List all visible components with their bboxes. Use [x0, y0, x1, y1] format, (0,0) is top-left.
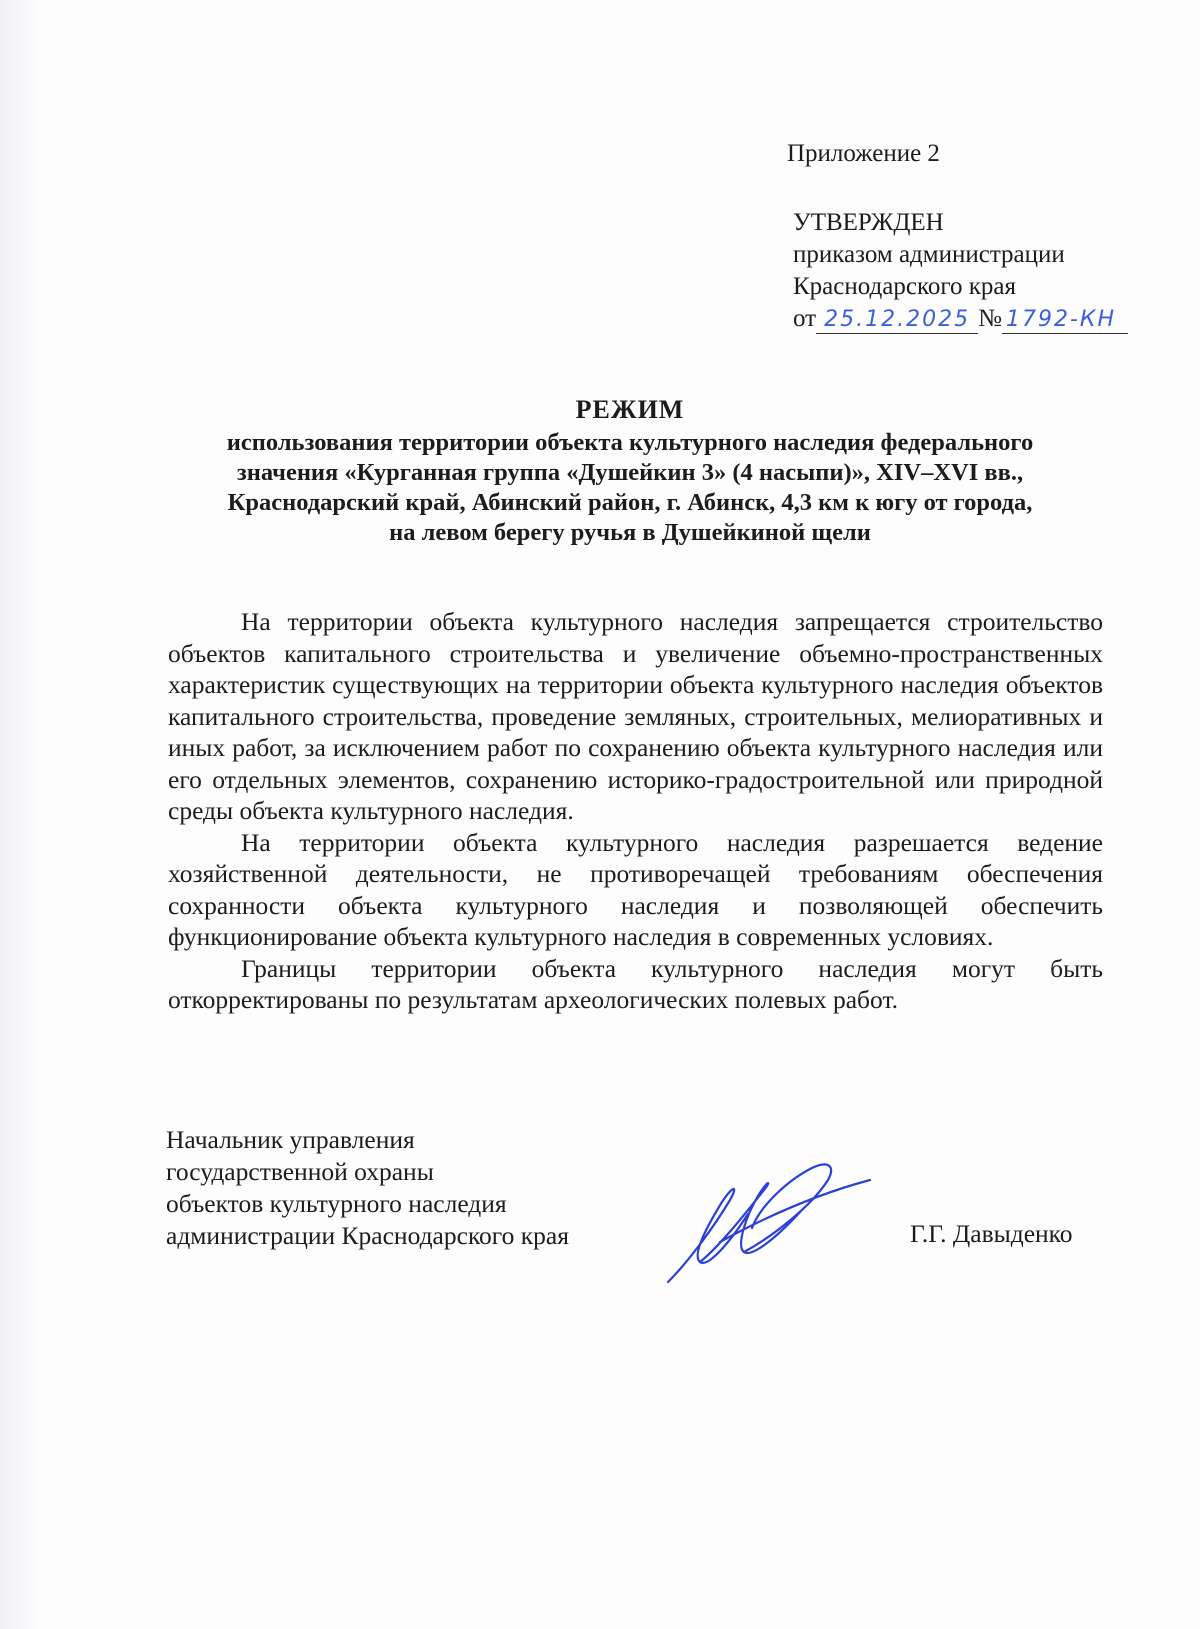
document-title-block: [150, 392, 1110, 548]
document-body: [168, 606, 1103, 1016]
order-date-field: [816, 306, 978, 334]
signer-position-line-2: государственной охраны: [166, 1157, 434, 1186]
handwritten-signature: [660, 1150, 890, 1290]
document-subtitle-line-2: значения «Курганная группа «Душейкин 3» (4 насыпи)», XIV–XVI вв.,: [236, 459, 1024, 486]
approval-line-1: приказом администрации: [793, 241, 1065, 268]
signer-name: Г.Г. Давыденко: [910, 1219, 1073, 1248]
number-prefix: №: [978, 305, 1002, 332]
signer-position: [166, 1124, 569, 1252]
approval-line-2: Краснодарского края: [793, 273, 1016, 300]
body-paragraph: Границы территории объекта культурного наследия могут быть откорректированы по результатам археологических полевых работ.: [168, 953, 1103, 1014]
body-paragraph: На территории объекта культурного наследия разрешается ведение хозяйственной деятельности, не противоречащей требованиям обеспечения сохранности объекта культурного наследия и позволяющей обеспечить функционирование объекта культурного наследия в современных условиях.: [168, 827, 1103, 951]
order-date-handwritten: 25.12.2025: [824, 307, 971, 332]
order-number-handwritten: 1792-КН: [1005, 307, 1117, 332]
document-subtitle-line-4: на левом берегу ручья в Душейкиной щели: [389, 519, 871, 546]
document-subtitle-line-1: использования территории объекта культурного наследия федерального: [226, 429, 1034, 456]
approval-stamp: УТВЕРЖДЕН: [793, 209, 944, 236]
order-number-field: [1002, 306, 1128, 334]
appendix-label: Приложение 2: [787, 140, 940, 167]
signer-position-line-1: Начальник управления: [166, 1125, 415, 1154]
body-paragraph: На территории объекта культурного наследия запрещается строительство объектов капитального строительства и увеличение объемно-пространственных характеристик существующих на территории объекта культурного наследия объектов капитального строительства, проведение земляных, строительных, мелиоративных и иных работ, за исключением работ по сохранению объекта культурного наследия или его отдельных элементов, сохранению историко-градостроительной или природной среды объекта культурного наследия.: [168, 607, 1103, 825]
date-prefix: от: [793, 305, 817, 332]
scan-edge-shadow: [0, 0, 40, 1629]
document-heading: РЕЖИМ: [575, 395, 685, 424]
signer-position-line-4: администрации Краснодарского края: [166, 1221, 569, 1250]
document-subtitle-line-3: Краснодарский край, Абинский район, г. Абинск, 4,3 км к югу от города,: [227, 489, 1033, 516]
approval-block: [793, 207, 1128, 337]
approval-date-row: [793, 303, 1128, 337]
signer-position-line-3: объектов культурного наследия: [166, 1189, 507, 1218]
